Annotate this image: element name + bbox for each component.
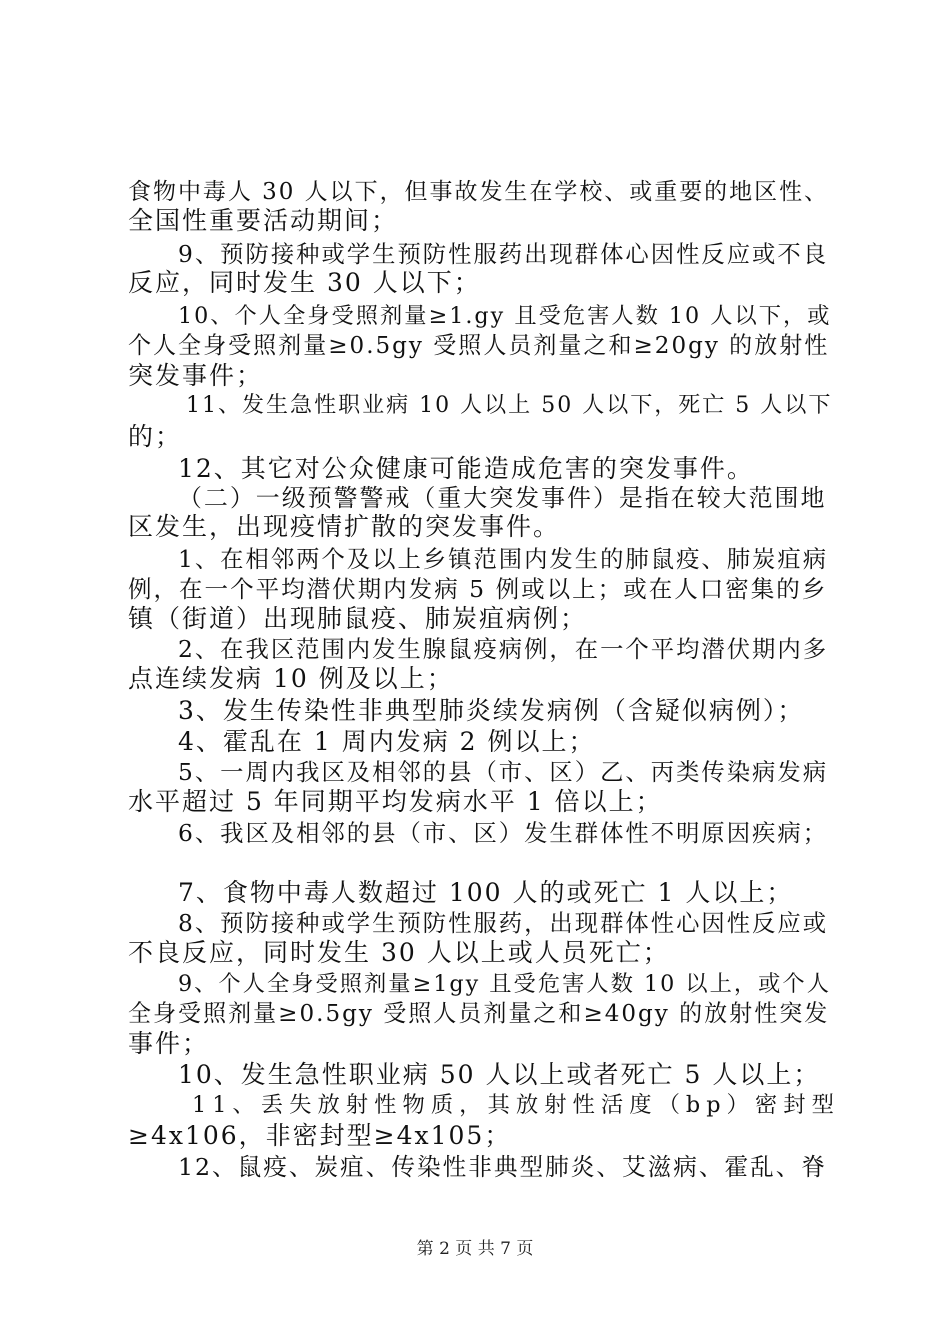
body-line: 3、发生传染性非典型肺炎续发病例（含疑似病例）； [178,696,805,725]
body-line: 12、其它对公众健康可能造成危害的突发事件。 [178,454,754,483]
body-line: 例，在一个平均潜伏期内发病 5 例或以上；或在人口密集的乡 [128,575,828,603]
body-line: 不良反应，同时发生 30 人以上或人员死亡； [128,938,670,967]
body-line: 9、预防接种或学生预防性服药出现群体心因性反应或不良 [178,240,829,268]
body-line: 7、食物中毒人数超过 100 人的或死亡 1 人以上； [178,878,794,907]
body-line: 突发事件； [128,361,264,390]
body-line: 11、丢失放射性物质，其放射性活度（bp）密封型 [192,1092,840,1118]
body-line: 2、在我区范围内发生腺鼠疫病例，在一个平均潜伏期内多 [178,635,829,663]
body-line: 4、霍乱在 1 周内发病 2 例以上； [178,727,596,756]
body-line: ≥4x106，非密封型≥4x105； [128,1121,512,1150]
body-line: 12、鼠疫、炭疽、传染性非典型肺炎、艾滋病、霍乱、脊 [178,1153,828,1181]
body-line: 水平超过 5 年同期平均发病水平 1 倍以上； [128,787,663,816]
body-line: 食物中毒人 30 人以下，但事故发生在学校、或重要的地区性、 [128,179,830,205]
body-line: 1、在相邻两个及以上乡镇范围内发生的肺鼠疫、肺炭疽病 [178,545,829,573]
body-line: 点连续发病 10 例及以上； [128,664,454,693]
body-line: 个人全身受照剂量≥0.5gy 受照人员剂量之和≥20gy 的放射性 [128,333,830,359]
body-line: 8、预防接种或学生预防性服药，出现群体性心因性反应或 [178,909,829,937]
body-line: 事件； [128,1029,210,1058]
body-line: 10、个人全身受照剂量≥1.gy 且受危害人数 10 人以下，或 [178,303,832,329]
body-line: 镇（街道）出现肺鼠疫、肺炭疽病例； [128,604,588,633]
body-line: 6、我区及相邻的县（市、区）发生群体性不明原因疾病； [178,819,829,847]
page-number-footer: 第 2 页 共 7 页 [416,1239,534,1259]
body-line: 10、发生急性职业病 50 人以上或者死亡 5 人以上； [178,1060,821,1089]
body-line: 全国性重要活动期间； [128,206,399,235]
section-heading: 区发生，出现疫情扩散的突发事件。 [128,512,561,541]
body-line: 11、发生急性职业病 10 人以上 50 人以下，死亡 5 人以下 [186,393,833,418]
body-line: 的； [128,422,183,451]
body-line: 9、个人全身受照剂量≥1gy 且受危害人数 10 以上，或个人 [178,971,831,997]
section-heading: （二）一级预警警戒（重大突发事件）是指在较大范围地 [178,484,827,512]
body-line: 5、一周内我区及相邻的县（市、区）乙、丙类传染病发病 [178,758,829,786]
body-line: 全身受照剂量≥0.5gy 受照人员剂量之和≥40gy 的放射性突发 [128,1001,830,1027]
body-line: 反应，同时发生 30 人以下； [128,268,481,297]
